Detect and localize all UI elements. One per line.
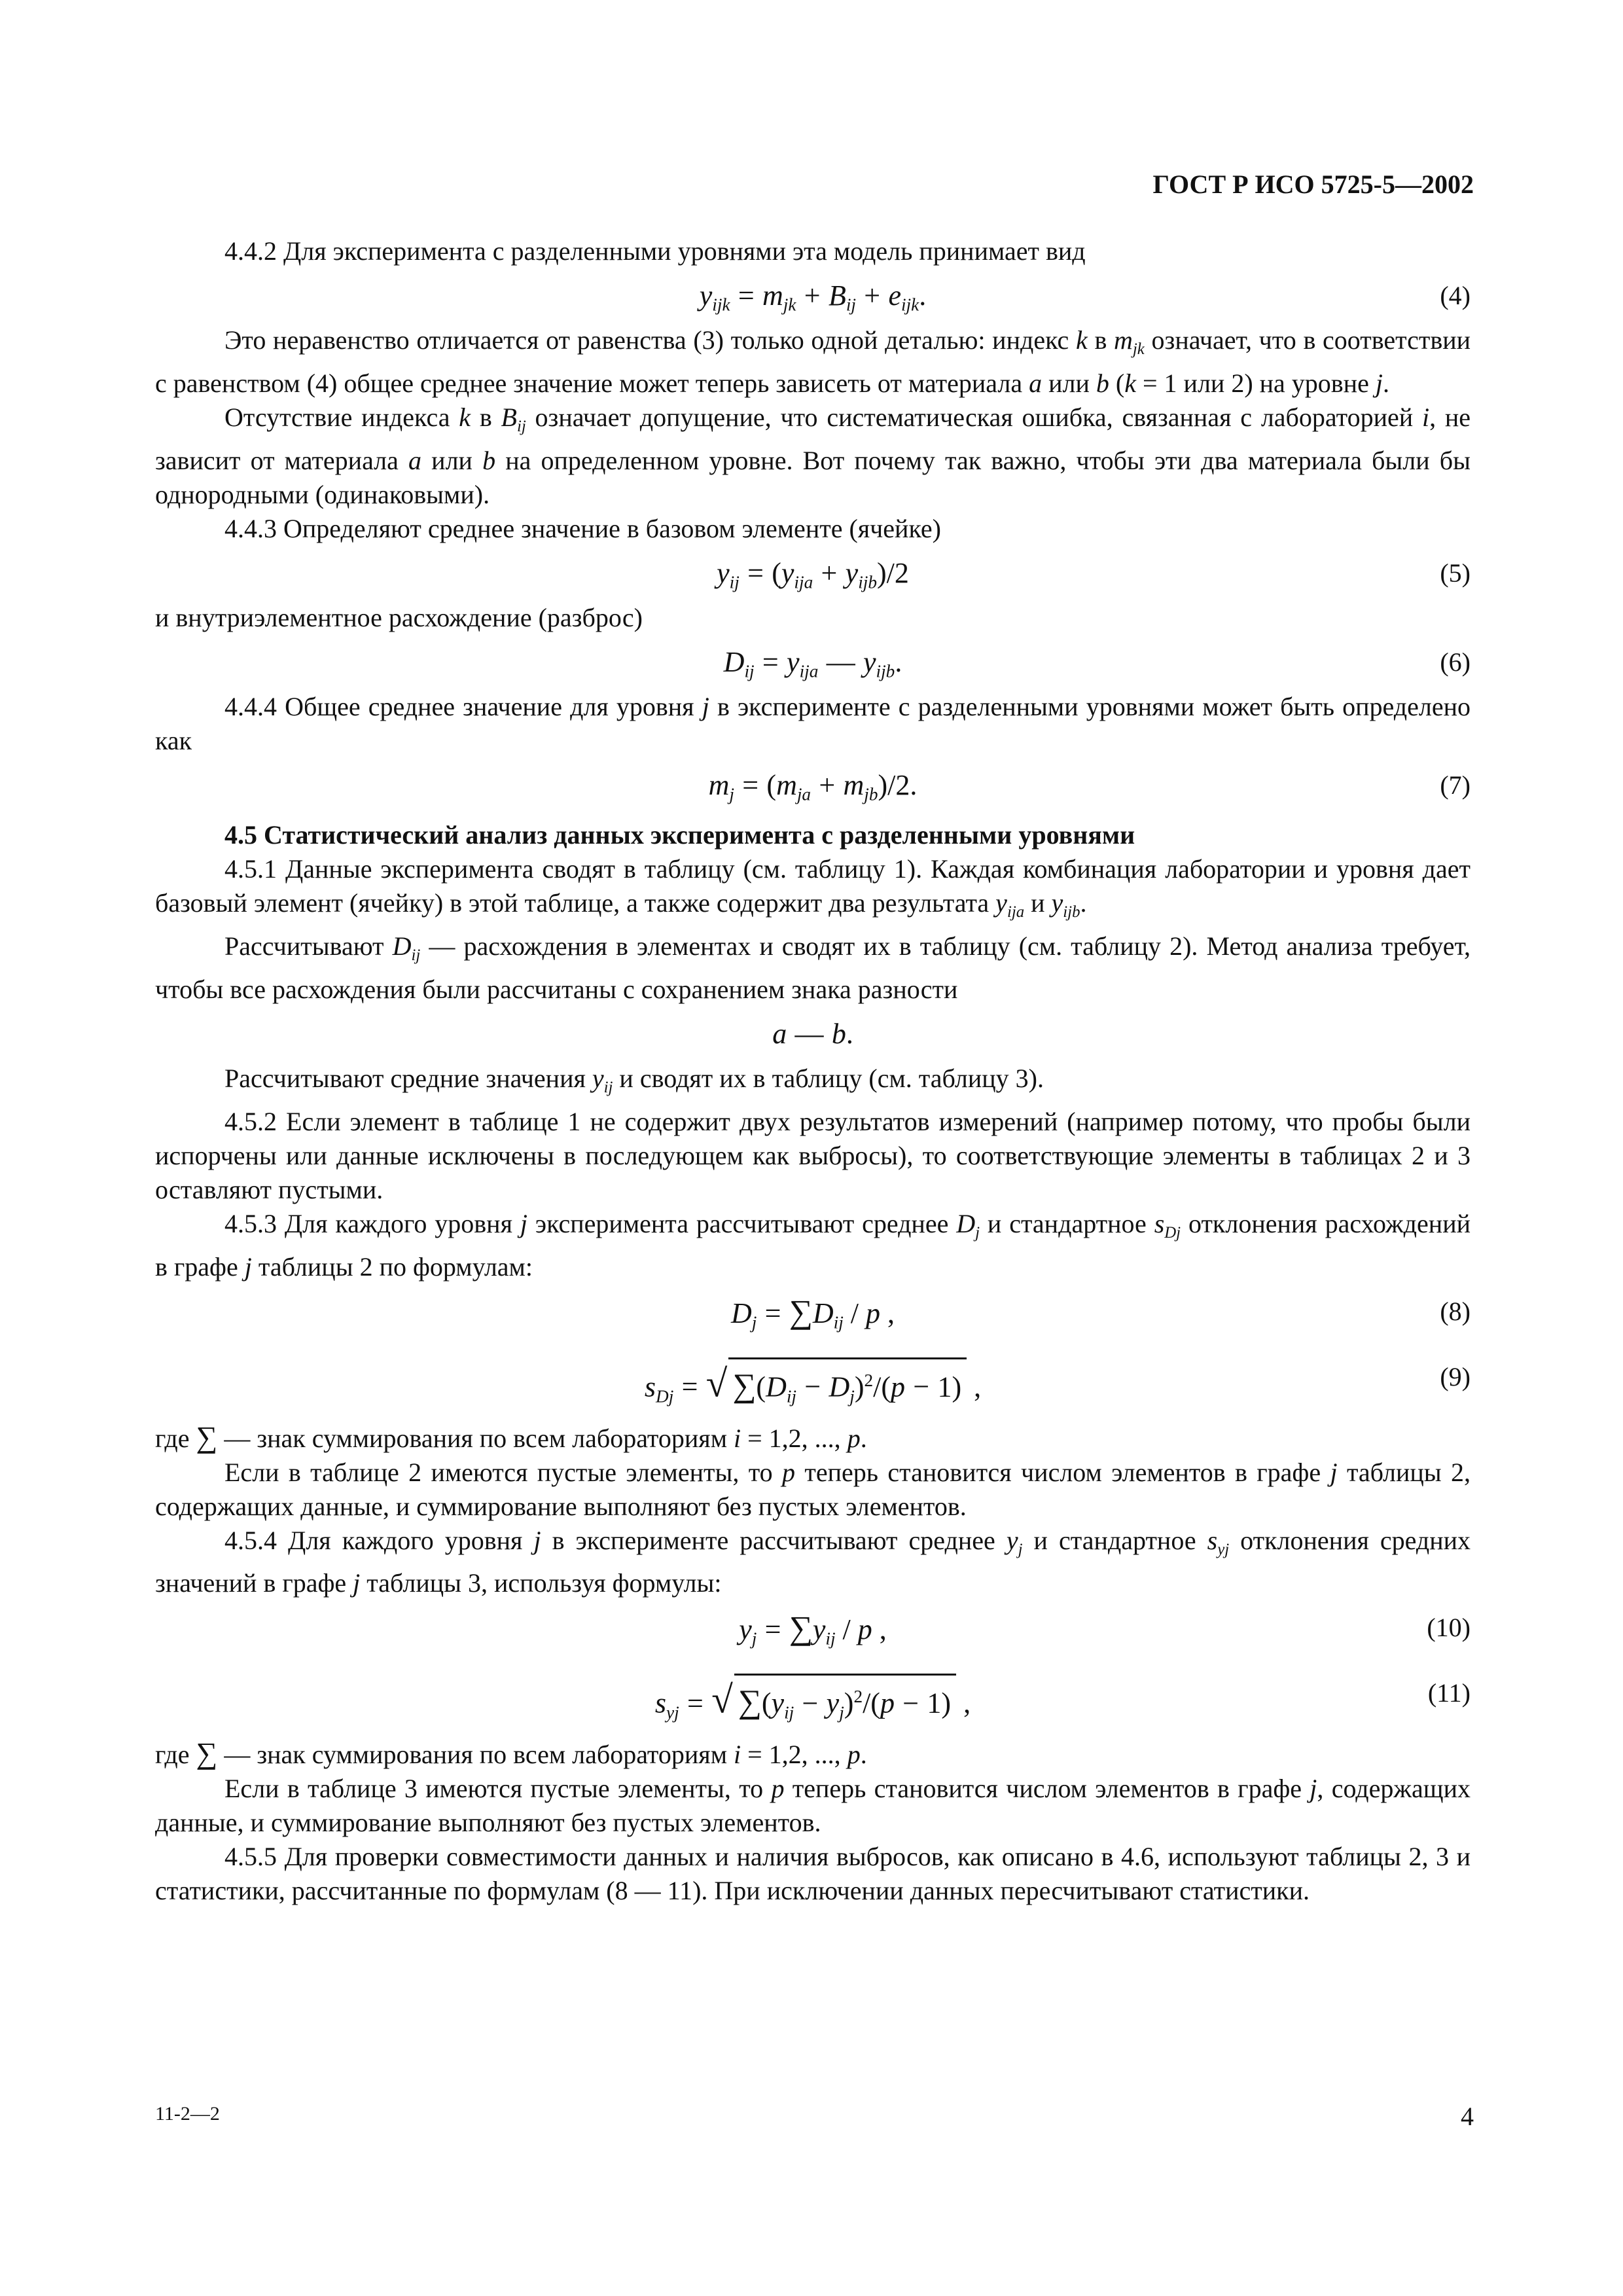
equation-number: (4) — [1440, 281, 1471, 310]
formula-10: $y_j = \sum y_{ij} / p$ , (10) — [739, 1609, 1471, 1649]
paragraph-empty-cells-table2: Если в таблице 2 имеются пустые элементы, то p теперь становится числом элементов в графе j таблицы 2, содержащих данные, и суммирование выполняют без пустых элементов. — [155, 1457, 1471, 1521]
equation-number: (11) — [1427, 1678, 1471, 1708]
equation-number: (7) — [1440, 770, 1471, 800]
formula-5: $y_{ij} = (y_{ija} + y_{ijb})/2$ (5) — [717, 556, 1471, 592]
formula-11: $s_{yj}$ = √ $\sum(y_{ij} - y_j)^2/(p - 1)$ , (11) — [155, 1655, 1471, 1732]
paragraph-4-4-2: 4.4.2 Для эксперимента с разделенными уровнями эта модель принимает вид — [224, 236, 1086, 266]
paragraph-4-5-3: 4.5.3 Для каждого уровня j эксперимента рассчитывают среднее $D_j$ и стандартное $s_{Dj}$ отклонения расхождений в графе j таблицы 2 по формулам: — [155, 1208, 1471, 1282]
document-body — [155, 234, 1471, 1908]
equation-number: (5) — [1440, 558, 1471, 588]
formula-6: $D_{ij} = y_{ija}$ — $y_{ijb}$. (6) — [723, 645, 1471, 681]
equation-number: (9) — [1440, 1361, 1471, 1391]
paragraph-4-5-1: 4.5.1 Данные эксперимента сводят в таблицу (см. таблицу 1). Каждая комбинация лаборатории и уровня дает базовый элемент (ячейку) в этой таблице, а также содержит два результата $y_{ija}$ и $y_{ijb}$. — [155, 853, 1471, 921]
paragraph-within-cell: и внутриэлементное расхождение (разброс) — [155, 602, 643, 632]
section-heading-4-5: 4.5 Статистический анализ данных эксперимента с разделенными уровнями — [224, 819, 1135, 850]
paragraph-empty-cells-table3: Если в таблице 3 имеются пустые элементы, то p теперь становится числом элементов в графе j, содержащих данные, и суммирование выполняют без пустых элементов. — [155, 1774, 1471, 1838]
paragraph-inequality: Это неравенство отличается от равенства (3) только одной деталью: индекс k в $m_{jk}$ означает, что в соответствии с равенством (4) общее среднее значение может теперь зависеть от материала a или b (k = 1 или 2) на уровне j. — [155, 325, 1471, 398]
equation-number: (10) — [1427, 1613, 1471, 1643]
document-header: ГОСТ Р ИСО 5725-5—2002 — [1152, 170, 1474, 199]
paragraph-where-sum-2: где ∑ — знак суммирования по всем лабораториям i = 1,2, ..., p. — [155, 1736, 867, 1770]
paragraph-calculate-means: Рассчитывают средние значения $y_{ij}$ и сводят их в таблицу (см. таблицу 3). — [224, 1063, 1044, 1096]
page-number: 4 — [1461, 2102, 1474, 2131]
formula-7: $m_j = (m_{ja} + m_{jb})/2$. (7) — [708, 768, 1471, 804]
paragraph-4-4-3: 4.4.3 Определяют среднее значение в базовом элементе (ячейке) — [224, 513, 941, 543]
footer-code: 11-2—2 — [155, 2103, 220, 2125]
paragraph-4-4-4: 4.4.4 Общее среднее значение для уровня j в эксперименте с разделенными уровнями может быть определено как — [155, 691, 1471, 755]
paragraph-4-5-2: 4.5.2 Если элемент в таблице 1 не содержит двух результатов измерений (например потому, что пробы были испорчены или данные исключены в последующем как выбросы), то соответствующие элементы в таблицах 2 и 3 оставляют пустыми. — [155, 1106, 1471, 1204]
paragraph-where-sum-1: где ∑ — знак суммирования по всем лабораториям i = 1,2, ..., p. — [155, 1420, 867, 1454]
equation-number: (8) — [1440, 1296, 1471, 1326]
paragraph-4-5-5: 4.5.5 Для проверки совместимости данных и наличия выбросов, как описано в 4.6, используют таблицы 2, 3 и статистики, рассчитанные по формулам (8 — 11). При исключении данных пересчитывают статистики. — [155, 1842, 1471, 1906]
formula-8: $D_j = \sum D_{ij} / p$ , (8) — [730, 1293, 1471, 1333]
formula-a-minus-b: a — b. — [772, 1017, 853, 1050]
paragraph-4-5-4: 4.5.4 Для каждого уровня j в эксперименте рассчитывают среднее $y_j$ и стандартное $s_{yj}$ отклонения средних значений в графе j таблицы 3, используя формулы: — [155, 1525, 1471, 1598]
formula-9: $s_{Dj}$ = √ $\sum(D_{ij} - D_j)^2/(p - 1)$ , (9) — [155, 1339, 1471, 1416]
formula-4: $y_{ijk} = m_{jk} + B_{ij} + e_{ijk}$. (4) — [699, 279, 1471, 315]
paragraph-absence-index: Отсутствие индекса k в $B_{ij}$ означает допущение, что систематическая ошибка, связанная с лабораторией i, не зависит от материала a или b на определенном уровне. Вот почему так важно, чтобы эти два материала были бы однородными (одинаковыми). — [155, 402, 1471, 509]
paragraph-calculate-differences: Рассчитывают $D_{ij}$ — расхождения в элементах и сводят их в таблицу (см. таблицу 2). Метод анализа требует, чтобы все расхождения были рассчитаны с сохранением знака разности — [155, 931, 1471, 1004]
equation-number: (6) — [1440, 647, 1471, 677]
